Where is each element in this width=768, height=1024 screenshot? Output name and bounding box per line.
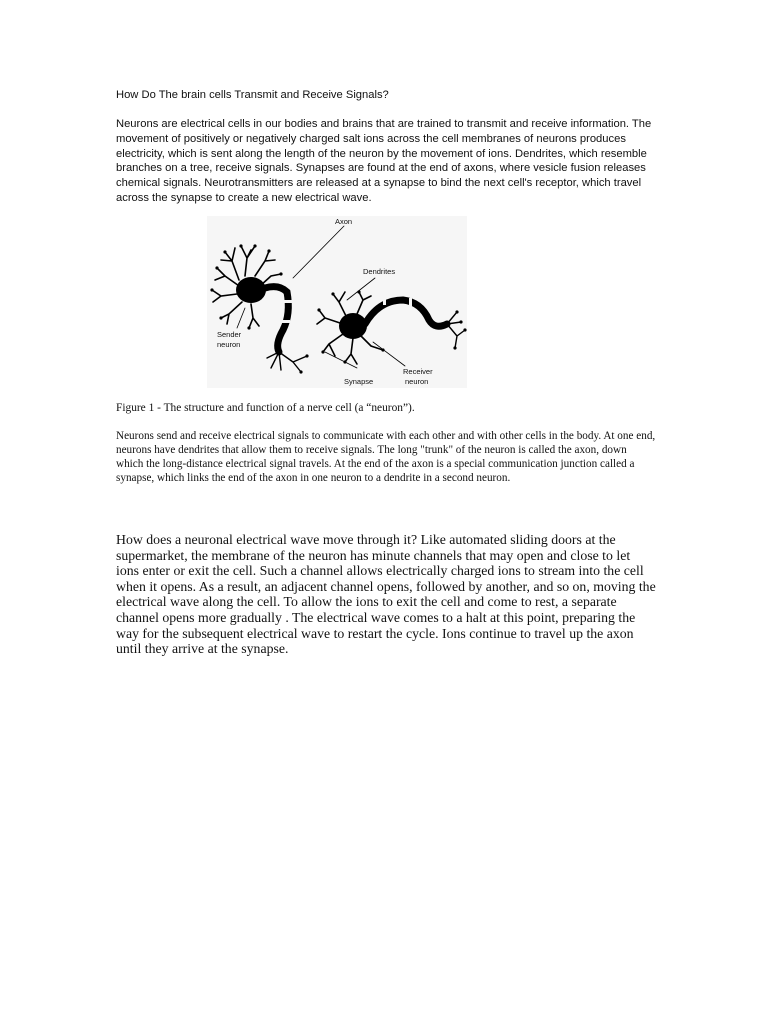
label-sender-line2: neuron	[217, 340, 241, 349]
figure-caption: Figure 1 - The structure and function of a nerve cell (a “neuron”).	[116, 402, 415, 414]
label-synapse: Synapse	[344, 377, 374, 386]
label-dendrites: Dendrites	[363, 267, 396, 276]
intro-paragraph: Neurons are electrical cells in our bodies and brains that are trained to transmit and receive information. The movement of positively or negatively charged salt ions across the cell membranes of neurons produces electricity, which is sent along the length of the neuron by the movement of ions. Dendrites, which resemble branches on a tree, receive signals. Synapses are found at the end of axons, where vesicle fusion releases chemical signals. Neurotransmitters are released at a synapse to bind the next cell's receptor, which travel across the synapse to create a new electrical wave.	[116, 118, 652, 204]
body-paragraph-3: How does a neuronal electrical wave move through it? Like automated sliding doors at the supermarket, the membrane of the neuron has minute channels that may open and close to let ions enter or exit the cell. Such a channel allows electrically charged ions to stream into the cell when it opens. As a result, an adjacent channel opens, followed by another, and so on, moving the electrical wave along the cell. To allow the ions to exit the cell and come to rest, a separate channel opens more gradually . The electrical wave comes to a halt at this point, preparing the way for the subsequent electrical wave to restart the cycle. Ions continue to travel up the axon until they arrive at the synapse.	[116, 532, 656, 657]
neuron-diagram	[207, 216, 467, 388]
body-paragraph-2: Neurons send and receive electrical signals to communicate with each other and with other cells in the body. At one end, neurons have dendrites that allow them to receive signals. The long "trunk" of the neuron is called the axon, down which the long-distance electrical signal travels. At the end of the axon is a special communication junction called a synapse, which links the end of the axon in one neuron to a dendrite in a second neuron.	[116, 430, 656, 484]
document-title: How Do The brain cells Transmit and Receive Signals?	[116, 89, 389, 101]
label-receiver-line1: Receiver	[403, 367, 433, 376]
label-receiver-line2: neuron	[405, 377, 429, 386]
label-axon: Axon	[335, 217, 353, 226]
label-sender-line1: Sender	[217, 330, 242, 339]
